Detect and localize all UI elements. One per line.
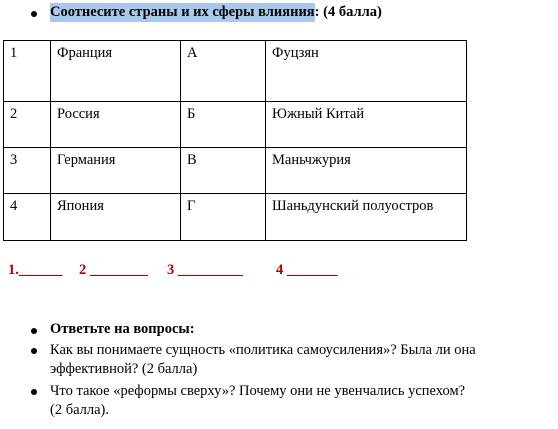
answer-4: 4 _______	[276, 262, 338, 278]
question-1-line-1: Как вы понимаете сущность «политика самоусиления»? Была ли она	[50, 342, 476, 358]
question-2-line-2: (2 балла).	[50, 402, 110, 418]
table-row	[4, 194, 467, 241]
bullet-icon	[31, 389, 37, 395]
answer-3: 3 _________	[167, 262, 244, 278]
table-row	[4, 148, 467, 194]
country-cell: Россия	[51, 102, 181, 148]
sphere-cell: Южный Китай	[266, 102, 467, 148]
bullet-icon	[31, 328, 37, 334]
question-2-line-1: Что такое «реформы сверху»? Почему они не увенчались успехом?	[50, 383, 466, 399]
task-title-highlighted: Соотнесите страны и их сферы влияния	[50, 4, 315, 20]
country-cell: Франция	[51, 41, 181, 102]
answer-2: 2 ________	[79, 262, 148, 278]
sphere-cell: Маньчжурия	[266, 148, 467, 194]
country-cell: Германия	[51, 148, 181, 194]
task-title	[50, 4, 382, 21]
bullet-icon	[31, 348, 37, 354]
letter-cell: В	[181, 148, 266, 194]
task-title-points: : (4 балла)	[314, 4, 382, 20]
matching-table	[3, 40, 467, 241]
letter-cell: Г	[181, 194, 266, 241]
question-1-line-2: эффективной? (2 балла)	[50, 361, 198, 377]
table-row	[4, 102, 467, 148]
sphere-cell: Шаньдунский полуостров	[266, 194, 467, 241]
bullet-icon	[31, 11, 37, 17]
row-number: 4	[4, 194, 51, 241]
row-number: 2	[4, 102, 51, 148]
country-cell: Япония	[51, 194, 181, 241]
letter-cell: А	[181, 41, 266, 102]
answer-1: 1.______	[8, 262, 63, 278]
row-number: 1	[4, 41, 51, 102]
sphere-cell: Фуцзян	[266, 41, 467, 102]
table-row	[4, 41, 467, 102]
letter-cell: Б	[181, 102, 266, 148]
questions-heading: Ответьте на вопросы:	[50, 321, 195, 337]
row-number: 3	[4, 148, 51, 194]
